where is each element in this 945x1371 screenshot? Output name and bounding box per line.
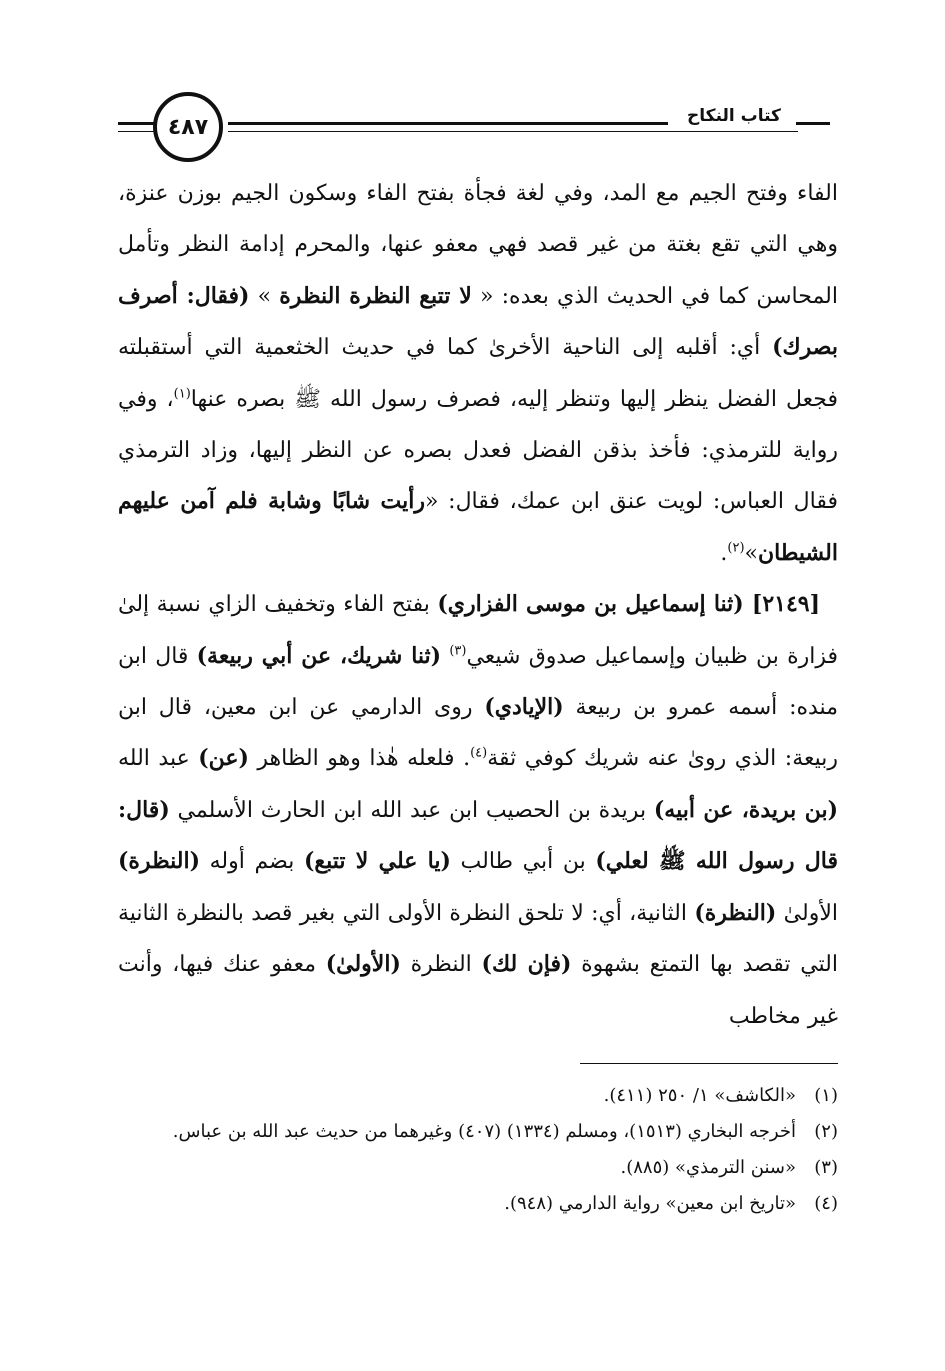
text-run: ، وفي رواية للترمذي: فأخذ بذقن الفضل فعدل بصره عن النظر إليها، وزاد الترمذي فقال العباس: لويت عنق ابن عمك، فقال: « [118,386,838,515]
text-run: بريدة بن الحصيب ابن عبد الله ابن الحارث الأسلمي [169,797,654,823]
text-run: النظرة [400,952,482,978]
text-run: أي: أقلبه إلى الناحية الأخرىٰ كما في حديث الخثعمية التي أستقبلته فجعل الفضل ينظر إليها وتنظر إليه، فصرف رسول الله ﷺ بصره عنها [118,335,838,412]
footnote-number: (٤) [814,1193,838,1214]
header-rule [118,131,158,132]
text-run: قال ابن منده: أسمه عمرو بن ربيعة [118,643,838,721]
main-text [118,168,838,1042]
footnote-item [118,1114,838,1150]
paragraph [118,168,838,579]
text-run: الثانية، أي: لا تلحق النظرة الأولى التي بغير قصد بالنظرة الثانية التي تقصد بها التمتع بشهوة [118,900,839,978]
bold-text: (ثنا إسماعيل بن موسى الفزاري) [437,591,744,618]
footnote-number: (٣) [814,1157,838,1178]
text-run: الأولىٰ [776,900,838,926]
text-run: » [249,283,280,309]
bold-text: (الإيادي) [484,694,564,721]
bold-text: (الأولىٰ) [325,951,401,978]
footnote-text: «سنن الترمذي» (٨٨٥). [620,1157,796,1178]
footnote-item [118,1186,838,1222]
footnote-item [118,1078,838,1114]
bold-text: (النظرة) [118,848,200,875]
text-run: الفاء وفتح الجيم مع المد، وفي لغة فجأة بفتح الفاء وسكون الجيم بوزن عنزة، وهي التي تقع بغتة من غير قصد فهي معفو عنها، والمحرم إدامة النظر وتأمل المحاسن كما في الحديث الذي بعده: « [118,181,838,309]
paragraph [118,579,838,1042]
text-run: بضم أوله [199,849,304,875]
footnote-text: «تاريخ ابن معين» رواية الدارمي (٩٤٨). [504,1193,796,1214]
header-rule [118,122,158,125]
bold-text: لا تتبع النظرة النظرة [279,282,472,309]
footnote-separator [580,1063,838,1064]
bold-text: (قال: قال رسول الله ﷺ لعلي) [118,796,838,875]
header-rule [796,122,830,125]
bold-text: (النظرة) [694,899,777,926]
footnote-number: (١) [814,1085,838,1106]
bold-text: (بن بريدة، عن أبيه) [653,796,838,823]
bold-text: (فإن لك) [481,951,572,978]
bold-text: رأيت شابًا وشابة فلم آمن عليهم الشيطان [118,488,838,566]
text-run: روى الدارمي عن ابن معين، قال ابن ربيعة: الذي روىٰ عنه شريك كوفي ثقة [118,695,838,772]
footnote-ref[interactable]: (٣) [449,643,467,659]
bold-text: (يا علي لا تتبع) [303,848,451,875]
page-number: ٤٨٧ [153,92,223,162]
footnotes [118,1078,838,1222]
bold-text: (فقال: أصرف بصرك) [118,282,838,361]
text-run: عبد الله [118,746,199,772]
page-header [0,0,945,175]
footnote-ref[interactable]: (١) [173,386,191,402]
text-run: . [720,540,728,566]
footnote-text: «الكاشف» ١/ ٢٥٠ (٤١١). [603,1085,796,1106]
hadith-number: [٢١٤٩] [743,591,820,618]
text-run: معفو عنك فيها، وأنت غير مخاطب [118,952,838,1029]
header-rule [228,122,668,125]
text-run: . فلعله هٰذا وهو الظاهر [248,746,471,772]
bold-text: (ثنا شريك، عن أبي ربيعة) [196,642,442,669]
text-run: بفتح الفاء وتخفيف الزاي نسبة إلىٰ فزارة بن ظبيان وإسماعيل صدوق شيعي [118,592,838,669]
header-rule [228,131,798,132]
text-run: » [744,540,758,566]
footnote-number: (٢) [814,1121,838,1142]
footnote-ref[interactable]: (٤) [470,746,488,762]
footnote-ref[interactable]: (٢) [727,540,745,556]
footnote-text: أخرجه البخاري (١٥١٣)، ومسلم (١٣٣٤) (٤٠٧) وغيرهما من حديث عبد الله بن عباس. [172,1121,796,1142]
running-title: كتاب النكاح [672,106,796,126]
footnote-item [118,1150,838,1186]
text-run: بن أبي طالب [450,849,596,875]
bold-text: (عن) [198,745,249,772]
